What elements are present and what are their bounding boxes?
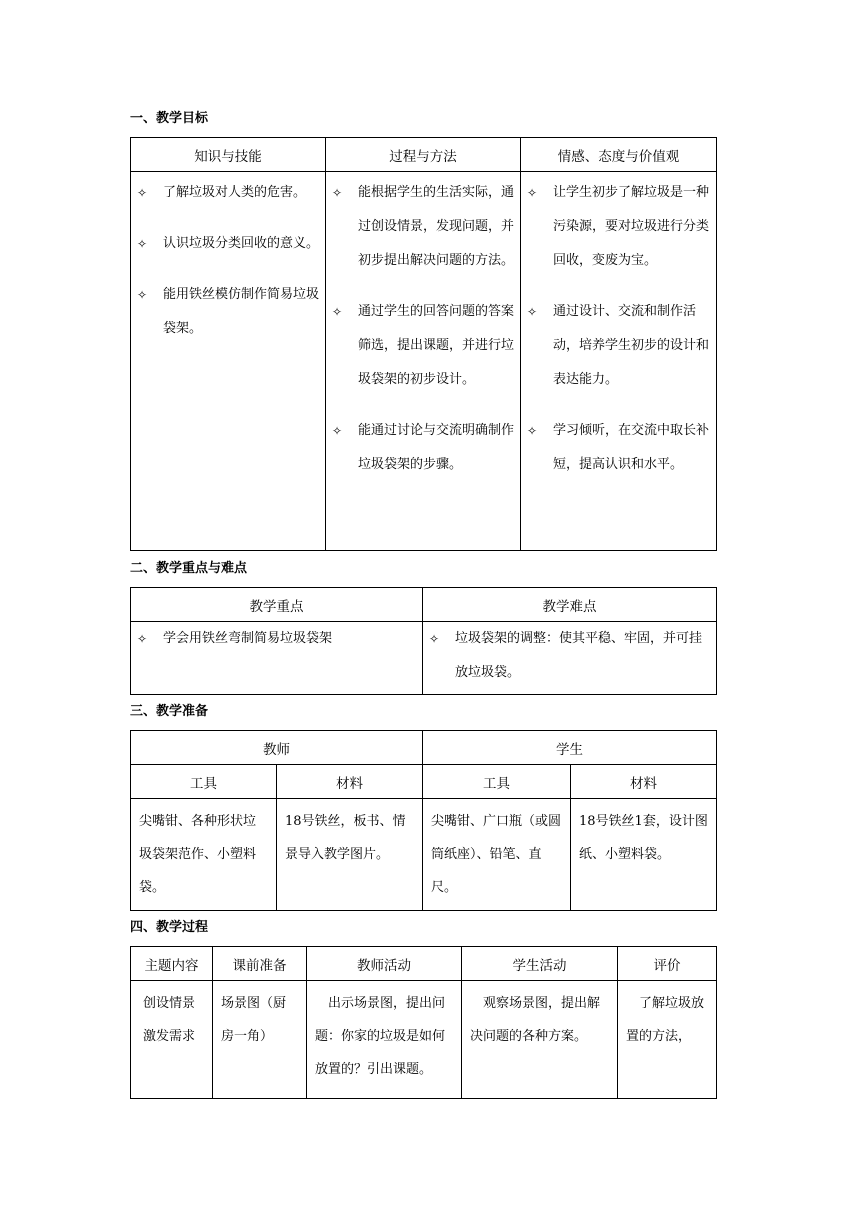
teacher-activity-cell: 出示场景图，提出问题：你家的垃圾是如何放置的？引出课题。 [307,981,462,1099]
list-item: ✧ 能根据学生的生活实际，通过创设情景，发现问题，并初步提出解决问题的方法。 [332,176,515,278]
table-row [131,981,717,1099]
topic-cell: 创设情景激发需求 [131,981,213,1099]
bullet-icon: ✧ [137,288,148,302]
table-row [131,172,717,551]
list-item: ✧ 垃圾袋架的调整：使其平稳、牢固，并可挂放垃圾袋。 [429,622,711,690]
table-row [131,799,717,911]
header-teacher-activity: 教师活动 [307,947,462,981]
header-student-tools: 工具 [423,765,571,799]
key-points-table [130,587,717,695]
header-evaluation: 评价 [618,947,717,981]
bullet-icon: ✧ [137,186,148,200]
list-item: ✧ 认识垃圾分类回收的意义。 [137,227,320,261]
list-item: ✧ 让学生初步了解垃圾是一种污染源，要对垃圾进行分类回收，变废为宝。 [527,176,711,278]
header-student: 学生 [423,731,717,765]
difficulty-cell [423,622,717,695]
bullet-icon: ✧ [332,305,343,319]
preparation-cell: 场景图（厨房一角） [213,981,307,1099]
table-header-row [131,731,717,765]
header-attitude-values: 情感、态度与价值观 [521,138,717,172]
key-point-cell [131,622,423,695]
list-item: ✧ 学会用铁丝弯制简易垃圾袋架 [137,622,417,656]
evaluation-cell: 了解垃圾放置的方法， [618,981,717,1099]
list-item: ✧ 通过学生的回答问题的答案筛选，提出课题，并进行垃圾袋架的初步设计。 [332,295,515,397]
section-title-key-points: 二、教学重点与难点 [130,561,248,576]
process-table [130,946,717,1099]
attitude-cell [521,172,717,551]
table-header-row [131,947,717,981]
table-header-row [131,588,717,622]
header-teacher: 教师 [131,731,423,765]
list-item: ✧ 能通过讨论与交流明确制作垃圾袋架的步骤。 [332,414,515,482]
objectives-table [130,137,717,551]
process-cell [326,172,521,551]
header-knowledge-skills: 知识与技能 [131,138,326,172]
header-key-point: 教学重点 [131,588,423,622]
student-tools-cell: 尖嘴钳、广口瓶（或圆筒纸座）、铅笔、直尺。 [423,799,571,911]
table-row [131,622,717,695]
list-item: ✧ 了解垃圾对人类的危害。 [137,176,320,210]
list-item: ✧ 能用铁丝模仿制作简易垃圾袋架。 [137,278,320,346]
header-preparation: 课前准备 [213,947,307,981]
bullet-icon: ✧ [527,305,538,319]
header-difficulty: 教学难点 [423,588,717,622]
bullet-icon: ✧ [332,186,343,200]
preparation-table [130,730,717,911]
lesson-plan-page [130,110,716,1099]
teacher-materials-cell: 18号铁丝，板书、情景导入教学图片。 [277,799,423,911]
list-item: ✧ 学习倾听，在交流中取长补短，提高认识和水平。 [527,414,711,482]
section-title-process: 四、教学过程 [130,920,209,935]
bullet-icon: ✧ [137,237,148,251]
list-item: ✧ 通过设计、交流和制作活动，培养学生初步的设计和表达能力。 [527,295,711,397]
header-student-materials: 材料 [571,765,717,799]
section-title-preparation: 三、教学准备 [130,704,209,719]
student-activity-cell: 观察场景图，提出解决问题的各种方案。 [462,981,618,1099]
bullet-icon: ✧ [429,632,440,646]
bullet-icon: ✧ [527,186,538,200]
bullet-icon: ✧ [137,632,148,646]
section-title-objectives: 一、教学目标 [130,111,209,126]
knowledge-cell [131,172,326,551]
header-teacher-materials: 材料 [277,765,423,799]
teacher-tools-cell: 尖嘴钳、各种形状垃圾袋架范作、小塑料袋。 [131,799,277,911]
header-topic: 主题内容 [131,947,213,981]
bullet-icon: ✧ [332,424,343,438]
table-subheader-row [131,765,717,799]
header-teacher-tools: 工具 [131,765,277,799]
bullet-icon: ✧ [527,424,538,438]
student-materials-cell: 18号铁丝1套，设计图纸、小塑料袋。 [571,799,717,911]
header-student-activity: 学生活动 [462,947,618,981]
table-header-row [131,138,717,172]
header-process-method: 过程与方法 [326,138,521,172]
